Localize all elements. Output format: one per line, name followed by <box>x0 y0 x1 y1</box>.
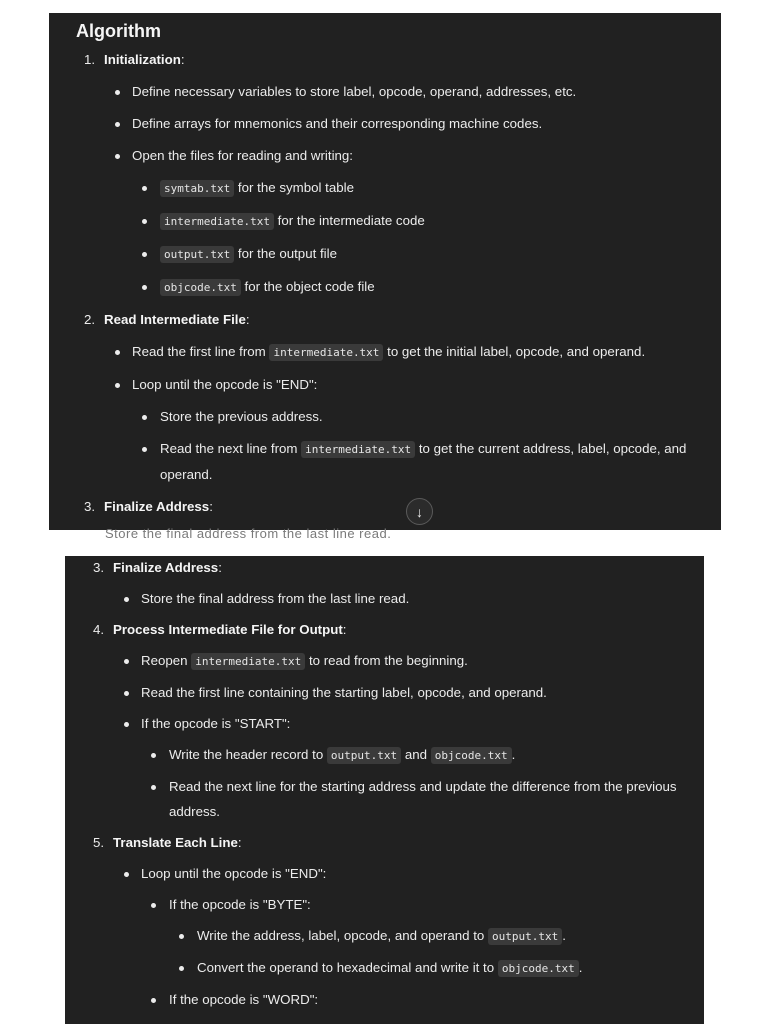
list-item: Convert the operand to hexadecimal and write it to objcode.txt . <box>85 959 704 977</box>
section-title: Translate Each Line <box>113 835 238 850</box>
inline-code: intermediate.txt <box>269 344 383 361</box>
list-item: Define arrays for mnemonics and their corresponding machine codes. <box>76 115 721 132</box>
bullet-icon <box>124 691 129 696</box>
bullet-icon <box>151 903 156 908</box>
list-item: Loop until the opcode is "END": <box>76 376 721 393</box>
section-number: 2. <box>84 312 96 327</box>
clipped-text: Store the final address from the last line read. <box>105 526 392 541</box>
bullet-icon <box>142 252 147 257</box>
section-title: Finalize Address <box>113 560 219 575</box>
bullet-icon <box>151 785 156 790</box>
inline-code: objcode.txt <box>431 747 512 764</box>
bullet-icon <box>115 154 120 159</box>
list-item: Read the first line from intermediate.txt to get the initial label, opcode, and operand. <box>76 343 721 361</box>
file-item-output: output.txt for the output file <box>76 245 721 263</box>
inline-code: symtab.txt <box>160 180 234 197</box>
algorithm-heading: Algorithm <box>76 21 161 41</box>
list-item: Store the final address from the last line read. <box>85 590 704 607</box>
bullet-icon <box>151 998 156 1003</box>
bullet-icon <box>115 383 120 388</box>
section-number: 4. <box>93 622 105 637</box>
bullet-icon <box>179 934 184 939</box>
scroll-down-button[interactable] <box>406 498 433 525</box>
section-translate-line: 5. Translate Each Line: <box>93 835 242 850</box>
bullet-icon <box>142 415 147 420</box>
bullet-icon <box>142 219 147 224</box>
file-item-symtab: symtab.txt for the symbol table <box>76 179 721 197</box>
algorithm-panel-top <box>49 13 721 541</box>
section-title: Finalize Address <box>104 499 210 514</box>
bullet-icon <box>115 90 120 95</box>
bullet-icon <box>142 447 147 452</box>
section-title: Process Intermediate File for Output <box>113 622 343 637</box>
list-item: Loop until the opcode is "END": <box>85 865 704 882</box>
arrow-down-icon: ↓ <box>416 503 423 520</box>
section-number: 3. <box>93 560 105 575</box>
list-item: Read the next line for the starting address and update the difference from the previous address. <box>85 774 699 824</box>
inline-code: output.txt <box>488 928 562 945</box>
inline-code: output.txt <box>160 246 234 263</box>
section-finalize-address: 3. Finalize Address: <box>84 499 213 514</box>
list-item: If the opcode is "START": <box>85 715 704 732</box>
list-item: Write the address, label, opcode, and operand to output.txt . <box>85 927 704 945</box>
bullet-icon <box>179 966 184 971</box>
inline-code: objcode.txt <box>498 960 579 977</box>
section-read-intermediate: 2. Read Intermediate File: <box>84 312 250 327</box>
file-item-objcode: objcode.txt for the object code file <box>76 278 721 296</box>
file-item-intermediate: intermediate.txt for the intermediate code <box>76 212 721 230</box>
bullet-icon <box>115 350 120 355</box>
section-number: 3. <box>84 499 96 514</box>
inline-code: objcode.txt <box>160 279 241 296</box>
section-number: 1. <box>84 52 96 67</box>
bullet-icon <box>124 597 129 602</box>
bullet-icon <box>151 753 156 758</box>
bullet-icon <box>142 285 147 290</box>
list-item: Store the previous address. <box>76 408 721 425</box>
section-process-output: 4. Process Intermediate File for Output: <box>93 622 347 637</box>
list-item: Read the first line containing the starting label, opcode, and operand. <box>85 684 704 701</box>
section-title: Initialization <box>104 52 181 67</box>
section-title: Read Intermediate File <box>104 312 246 327</box>
bullet-icon <box>124 872 129 877</box>
bullet-icon <box>124 659 129 664</box>
bullet-icon <box>142 186 147 191</box>
inline-code: intermediate.txt <box>191 653 305 670</box>
list-item: Reopen intermediate.txt to read from the beginning. <box>85 652 704 670</box>
algorithm-panel-bottom <box>65 556 704 1024</box>
list-item: If the opcode is "BYTE": <box>85 896 704 913</box>
list-item: Open the files for reading and writing: <box>76 147 721 164</box>
inline-code: output.txt <box>327 747 401 764</box>
list-item: Define necessary variables to store label, opcode, operand, addresses, etc. <box>76 83 721 100</box>
list-item: Read the next line from intermediate.txt to get the current address, label, opcode, and operand. <box>76 436 690 487</box>
bullet-icon <box>115 122 120 127</box>
bullet-icon <box>124 722 129 727</box>
list-item: Write the header record to output.txt and objcode.txt . <box>85 746 704 764</box>
list-item: If the opcode is "WORD": <box>85 991 704 1008</box>
section-number: 5. <box>93 835 105 850</box>
inline-code: intermediate.txt <box>160 213 274 230</box>
inline-code: intermediate.txt <box>301 441 415 458</box>
section-initialization: 1. Initialization: <box>84 52 185 67</box>
section-finalize-address: 3. Finalize Address: <box>93 560 222 575</box>
